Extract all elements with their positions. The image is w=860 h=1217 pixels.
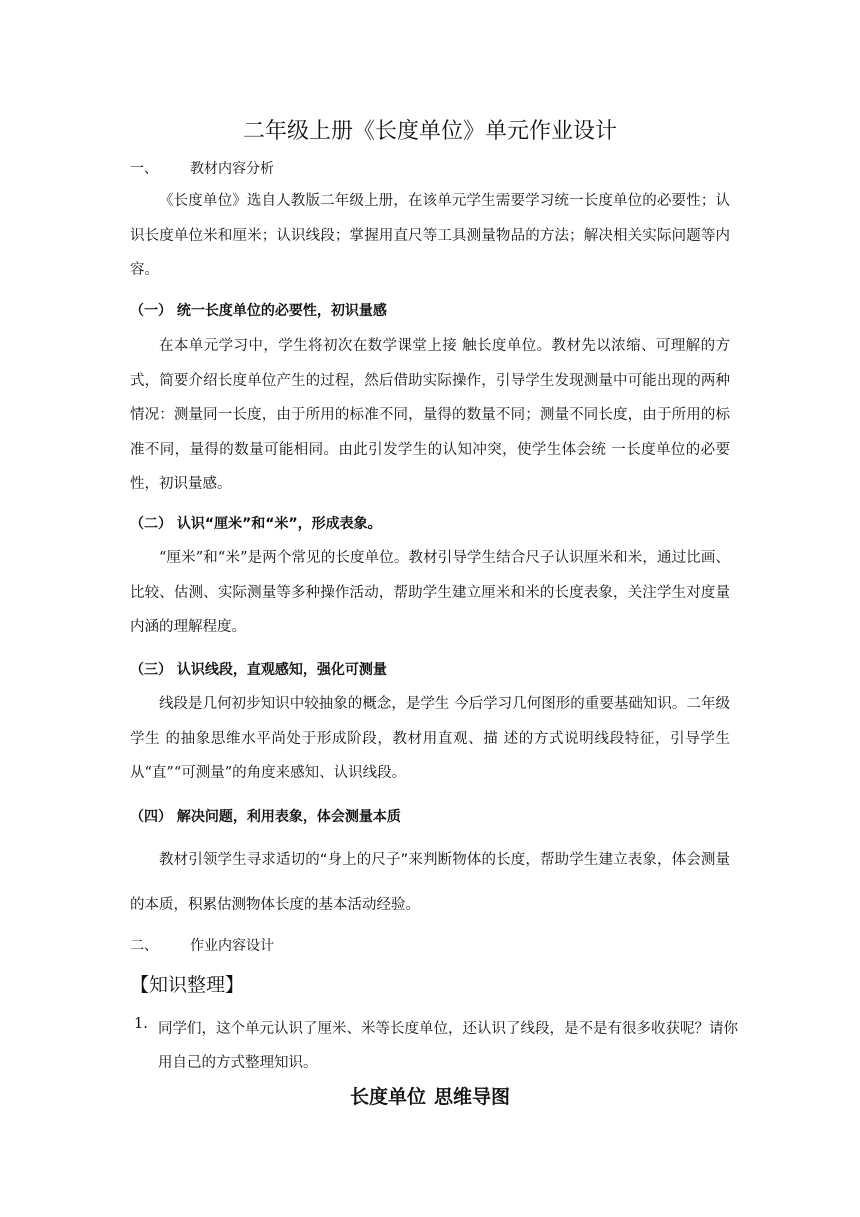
knowledge-heading: 【知识整理】 [130, 974, 245, 996]
section-heading-2 [130, 935, 274, 955]
document-title: 二年级上册《长度单位》单元作业设计 [242, 119, 617, 144]
subsection-heading-4: （四） 解决问题，利用表象，体会测量本质 [130, 809, 401, 825]
subsection-body-2: “厘米”和“米”是两个常见的长度单位。教材引导学生结合尺子认识厘米和米，通过比画、比较、估测、实际测量等多种操作活动，帮助学生建立厘米和米的长度表象，关注学生对度量内涵的理解程度。 [130, 550, 730, 635]
subsection-body-4: 教材引领学生寻求适切的“身上的尺子”来判断物体的长度，帮助学生建立表象，体会测量的本质，积累估测物体长度的基本活动经验。 [130, 852, 730, 913]
subsection-heading-3: （三） 认识线段，直观感知，强化可测量 [130, 662, 387, 678]
section-label: 作业内容设计 [190, 938, 274, 954]
subsection-heading-1: （一） 统一长度单位的必要性，初识量感 [130, 303, 387, 319]
intro-paragraph: 《长度单位》选自人教版二年级上册，在该单元学生需要学习统一长度单位的必要性；认识长度单位米和厘米；认识线段；掌握用直尺等工具测量物品的方法；解决相关实际问题等内容。 [130, 193, 730, 278]
question-text: 同学们，这个单元认识了厘米、米等长度单位，还认识了线段，是不是有很多收获呢？请你用自己的方式整理知识。 [158, 1021, 738, 1071]
subsection-body-3: 线段是几何初步知识中较抽象的概念，是学生 今后学习几何图形的重要基础知识。二年级学生 的抽象思维水平尚处于形成阶段，教材用直观、描 述的方式说明线段特征，引导学生从“直”“可测量”的角度来感知、认识线段。 [130, 696, 730, 781]
mindmap-title [0, 1082, 860, 1109]
section-label: 教材内容分析 [190, 161, 274, 177]
mindmap-title-part-a: 长度单位 [349, 1086, 426, 1108]
subsection-heading-2: （二） 认识“厘米”和“米”，形成表象。 [130, 516, 382, 532]
question-number: 1. [134, 1016, 148, 1032]
section-heading-1 [130, 158, 274, 178]
section-number: 一、 [130, 161, 158, 177]
subsection-body-1: 在本单元学习中，学生将初次在数学课堂上接 触长度单位。教材先以浓缩、可理解的方式，简要介绍长度单位产生的过程，然后借助实际操作，引导学生发现测量中可能出现的两种情况：测量同一长度，由于所用的标准不同，量得的数量不同；测量不同长度，由于所用的标准不同，量得的数量可能相同。由此引发学生的认知冲突，使学生体会统 一长度单位的必要性，初识量感。 [130, 338, 730, 492]
mindmap-title-part-b: 思维导图 [434, 1086, 511, 1108]
section-number: 二、 [130, 938, 158, 954]
